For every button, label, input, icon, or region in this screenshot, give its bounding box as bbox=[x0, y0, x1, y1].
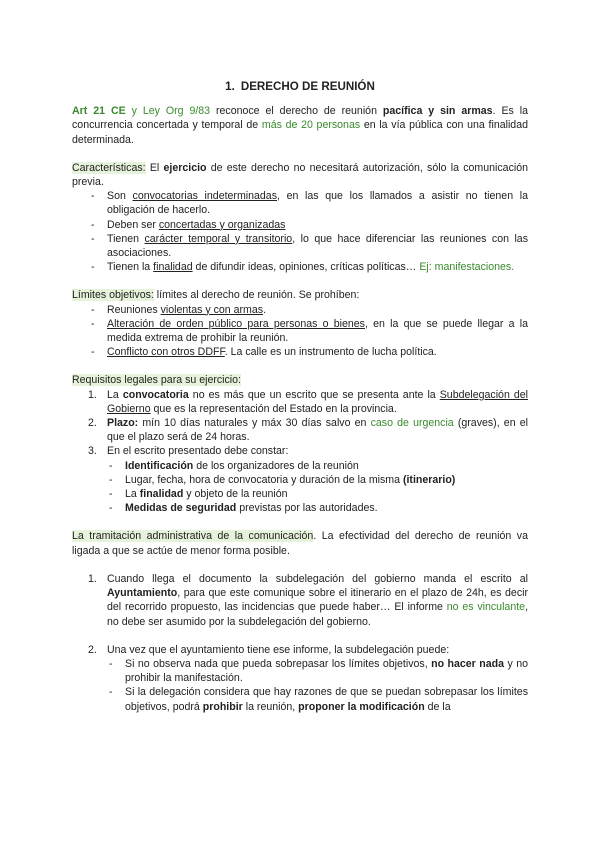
section-title bbox=[72, 80, 528, 94]
intro-paragraph: Art 21 CE y Ley Org 9/83 reconoce el derecho de reunión pacífica y sin armas. Es la concurrencia concertada y temporal de más de 20 personas en la vía pública con una finalidad determinada. bbox=[72, 105, 528, 146]
requisitos-heading: Requisitos legales para su ejercicio: bbox=[72, 374, 241, 387]
list-item: - La finalidad y objeto de la reunión bbox=[107, 487, 528, 501]
tramitacion-list-2 bbox=[72, 643, 528, 657]
requisitos-paragraph bbox=[72, 373, 528, 387]
tramitacion-sublist bbox=[107, 657, 528, 714]
list-item: - Si la delegación considera que hay razones de que se puedan sobrepasar los límites objetivos, podrá prohibir la reunión, proponer la modificación de la bbox=[107, 685, 528, 713]
list-item: - Deben ser concertadas y organizadas bbox=[72, 218, 528, 232]
limites-paragraph: Límites objetivos: límites al derecho de reunión. Se prohíben: bbox=[72, 289, 360, 302]
list-item: - Identificación de los organizadores de la reunión bbox=[107, 459, 528, 473]
section-title-text: DERECHO DE REUNIÓN bbox=[240, 80, 375, 93]
list-item: 1. La convocatoria no es más que un escrito que se presenta ante la Subdelegación del Gobierno que es la representación del Estado en la provincia. bbox=[88, 388, 528, 415]
list-item: 1. Cuando llega el documento la subdelegación del gobierno manda el escrito al Ayuntamiento, para que este comunique sobre el itinerario en el plazo de 24h, es decir del recorrido propuesto, las incidencias que puede haber… El informe no es vinculante, no debe ser asumido por la subdelegación del gobierno. bbox=[88, 572, 529, 628]
list-item: - Conflicto con otros DDFF. La calle es un instrumento de lucha política. bbox=[72, 345, 528, 359]
participant-threshold: más de 20 personas bbox=[261, 119, 361, 132]
requisitos-list bbox=[72, 388, 528, 459]
limites-heading: Límites objetivos: bbox=[72, 289, 154, 302]
tramitacion-paragraph: La tramitación administrativa de la comunicación. La efectividad del derecho de reunión va ligada a que se actúe de menor forma posible. bbox=[72, 530, 528, 557]
list-item: - Reuniones violentas y con armas. bbox=[72, 303, 528, 317]
law-reference: y Ley Org 9/83 bbox=[125, 105, 211, 118]
section-number: 1. bbox=[225, 80, 235, 93]
list-item: - Medidas de seguridad previstas por las autoridades. bbox=[107, 501, 528, 515]
list-item: 2. Una vez que el ayuntamiento tiene ese informe, la subdelegación puede: bbox=[88, 643, 450, 656]
requisitos-sublist bbox=[107, 459, 528, 516]
list-item: 2. Plazo: mín 10 días naturales y máx 30 días salvo en caso de urgencia (graves), en el que el plazo será de 24 horas. bbox=[88, 417, 528, 444]
caracteristicas-list bbox=[72, 189, 528, 274]
limites-list bbox=[72, 303, 528, 360]
caracteristicas-paragraph: Características: El ejercicio de este derecho no necesitará autorización, sólo la comunicación previa. bbox=[72, 161, 528, 189]
list-item: - Tienen carácter temporal y transitorio, lo que hace diferenciar las reuniones con las asociaciones. bbox=[72, 232, 528, 260]
list-item: - Alteración de orden público para personas o bienes, en la que se puede llegar a la medida extrema de prohibir la reunión. bbox=[72, 317, 528, 345]
list-item: - Si no observa nada que pueda sobrepasar los límites objetivos, no hacer nada y no prohibir la manifestación. bbox=[107, 657, 528, 685]
document-page bbox=[72, 80, 528, 714]
list-item: 3. En el escrito presentado debe constar: bbox=[88, 445, 289, 458]
tramitacion-heading: La tramitación administrativa de la comunicación bbox=[72, 530, 314, 543]
tramitacion-list-1 bbox=[72, 572, 528, 629]
article-reference: Art 21 CE bbox=[72, 105, 126, 118]
list-item: - Tienen la finalidad de difundir ideas, opiniones, críticas políticas… Ej: manifestaciones. bbox=[72, 260, 528, 274]
list-item: - Lugar, fecha, hora de convocatoria y duración de la misma (itinerario) bbox=[107, 473, 528, 487]
caracteristicas-heading: Características: bbox=[72, 161, 146, 174]
list-item: - Son convocatorias indeterminadas, en las que los llamados a asistir no tienen la obligación de hacerlo. bbox=[72, 189, 528, 217]
